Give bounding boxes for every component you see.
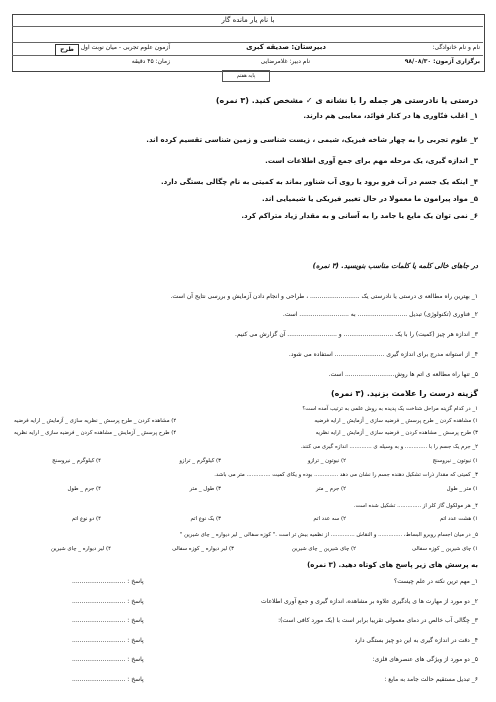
mc-option[interactable]: ۴) کیلوگرم _ نیروسنج bbox=[52, 458, 101, 464]
mc-option[interactable]: ۲) چای شیرین _ چای شیرین bbox=[291, 546, 356, 552]
answer-field[interactable]: پاسخ : ............................ bbox=[72, 598, 144, 605]
mc-option[interactable]: ۴) دو نوع اتم bbox=[71, 516, 101, 522]
tf-item: ۶_ نمی توان یک مایع یا جامد را به آسانی و به مقدار زیاد متراکم کرد. bbox=[241, 212, 478, 220]
tf-item: ۴_ اینکه یک جسم در آب فرو برود یا روی آب شناور بماند به کمیتی به نام چگالی بستگی دارد. bbox=[160, 178, 478, 186]
fill-item: ۵_ تنها راه مطالعه ی اتم ها روش.......................... است. bbox=[328, 371, 478, 378]
mc-question: ۲_ جرم یک جسم را با ............. و به وسیله ی ............. اندازه گیری می کنند. bbox=[300, 444, 478, 450]
answer-field[interactable]: پاسخ : ............................ bbox=[72, 578, 144, 585]
mc-option[interactable]: ۳) کیلوگرم _ ترازو bbox=[179, 458, 221, 464]
short-question: ۵_ دو مورد از ویژگی های عنصرهای فلزی: bbox=[372, 656, 478, 663]
answer-field[interactable]: پاسخ : ............................ bbox=[72, 617, 144, 624]
fill-item: ۳_ اندازه هر چیز (کمیت) را با یک .......................... و .......................... آن گزارش می کنیم. bbox=[234, 331, 478, 338]
mc-option[interactable]: ۳) یک نوع اتم bbox=[190, 516, 221, 522]
student-name-label: نام و نام خانوادگی: bbox=[432, 44, 480, 51]
section4-title: به پرسش های زیر پاسخ های کوتاه دهید. (۳ نمره) bbox=[307, 561, 478, 569]
short-question: ۴_ دقت در اندازه گیری به این دو چیز بستگی دارد bbox=[354, 637, 478, 644]
header-divider bbox=[12, 55, 483, 56]
mc-option[interactable]: ۴) طرح پرسش _ آزمایش _ مشاهده کردن _ فرضیه سازی _ ارایه نظریه bbox=[14, 430, 177, 436]
mc-question: ۳_ کمیتی که مقدار ذرات تشکیل دهنده جسم را نشان می دهد .............. بوده و یکای کمیت .............. متر می باشد. bbox=[214, 472, 478, 478]
mc-question: ۱_ در کدام گزینه مراحل شناخت یک پدیده به روش علمی به ترتیب آمده است؟ bbox=[302, 406, 478, 412]
tf-item: ۳_ اندازه گیری، یک مرحله مهم برای جمع آوری اطلاعات است. bbox=[265, 157, 478, 165]
exam-date: برگزاری آزمون: ۹۸/۰۸/۳۰ bbox=[404, 58, 480, 65]
short-question: ۲_ دو مورد از مهارت ها ی یادگیری علاوه بر مشاهده، اندازه گیری و جمع آوری اطلاعات bbox=[261, 598, 478, 605]
tf-item: ۵_ مواد پیرامون ما معمولا در حال تغییر فیزیکی یا شیمیایی اند. bbox=[262, 195, 478, 203]
mc-option[interactable]: ۳) طول _ متر bbox=[189, 486, 221, 492]
answer-field[interactable]: پاسخ : ............................ bbox=[72, 676, 144, 683]
mc-option[interactable]: ۴) لیر دیواره _ چای شیرین bbox=[50, 546, 111, 552]
exam-duration: زمان: ۴۵ دقیقه bbox=[131, 58, 170, 65]
short-question: ۶_ تبدیل مستقیم حالت جامد به مایع : bbox=[384, 676, 478, 683]
short-question: ۱_ مهم ترین نکته در علم چیست؟ bbox=[394, 578, 478, 585]
answer-field[interactable]: پاسخ : ............................ bbox=[72, 656, 144, 663]
school-name: دبیرستان: صدیقه کبری bbox=[246, 43, 326, 51]
mc-option[interactable]: ۳) لیر دیواره _ کوزه سفالی bbox=[172, 546, 234, 552]
answer-field[interactable]: پاسخ : ............................ bbox=[72, 637, 144, 644]
mc-option[interactable]: ۱) متر _ طول bbox=[446, 486, 478, 492]
mc-option[interactable]: ۱) نیوتون _ نیروسنج bbox=[432, 458, 478, 464]
mc-option[interactable]: ۱) هشت عدد اتم bbox=[439, 516, 478, 522]
mc-option[interactable]: ۲) جرم _ متر bbox=[316, 486, 346, 492]
mc-option[interactable]: ۱) مشاهده کردن _ طرح پرسش _ فرضیه سازی _ آزمایش _ ارایه فرضیه bbox=[314, 418, 478, 424]
fill-item: ۱_ بهترین راه مطالعه ی درستی یا نادرستی یک .......................... ، طراحی و انجام دادن آزمایش و بررسی نتایج آن است. bbox=[170, 293, 478, 300]
fill-item: ۲_ فناوری (تکنولوژی) تبدیل .......................... به .......................... است. bbox=[282, 311, 478, 318]
header-divider bbox=[12, 26, 483, 27]
mc-option[interactable]: ۲) مشاهده کردن _ طرح پرسش _ نظریه سازی _ آزمایش _ ارایه فرضیه bbox=[14, 418, 177, 424]
mc-option[interactable]: ۴) جرم _ طول bbox=[67, 486, 101, 492]
short-question: ۳_ چگالی آب خالص در دمای معمولی تقریبا برابر است با (یک مورد کافی است): bbox=[278, 617, 478, 624]
plan-tag: طرح bbox=[55, 44, 79, 56]
teacher-name: نام دبیر: غلامرضایی bbox=[260, 58, 310, 65]
mc-option[interactable]: ۲) نیوتون _ ترازو bbox=[307, 458, 346, 464]
mc-option[interactable]: ۱) چای شیرین _ کوزه سفالی bbox=[412, 546, 478, 552]
section2-title: در جاهای خالی کلمه یا کلمات مناسب بنویسید. (۳ نمره) bbox=[312, 262, 478, 270]
grade-box: پایه هفتم bbox=[222, 70, 270, 82]
mc-option[interactable]: ۲) سه عدد اتم bbox=[313, 516, 346, 522]
exam-title: آزمون علوم تجربی - میان نوبت اول bbox=[80, 44, 170, 51]
fill-item: ۴_ از استوانه مدرج برای اندازه گیری .......................... استفاده می شود. bbox=[288, 351, 478, 358]
mc-question: ۴_ هر مولکول گاز کلر از .............. تشکیل شده است. bbox=[353, 503, 478, 509]
tf-item: ۱_ اغلب فنّاوری ها در کنار فوائد، معایبی هم دارند. bbox=[303, 112, 478, 120]
section3-title: گزینه درست را علامت بزنید. (۳ نمره) bbox=[330, 389, 478, 398]
bismillah: با نام یار مانده گار bbox=[221, 16, 275, 24]
tf-item: ۲_ علوم تجربی را به چهار شاخه فیزیک، شیمی ، زیست شناسی و زمین شناسی تقسیم کرده اند. bbox=[146, 136, 478, 144]
mc-option[interactable]: ۳) طرح پرسش _ مشاهده کردن _ فرضیه سازی _ آزمایش _ ارایه نظریه bbox=[315, 430, 478, 436]
section1-title: درستی یا نادرستی هر جمله را با نشانه ی ✓ مشخص کنید. (۳ نمره) bbox=[215, 96, 478, 105]
mc-question: ۵_ در میان اجسام روبرو البساط، .............. و النقاش .............. از نظمیه بیش تر است ." کوزه سفالی _ لیر دیواره _ چای شیرین " bbox=[179, 532, 478, 538]
